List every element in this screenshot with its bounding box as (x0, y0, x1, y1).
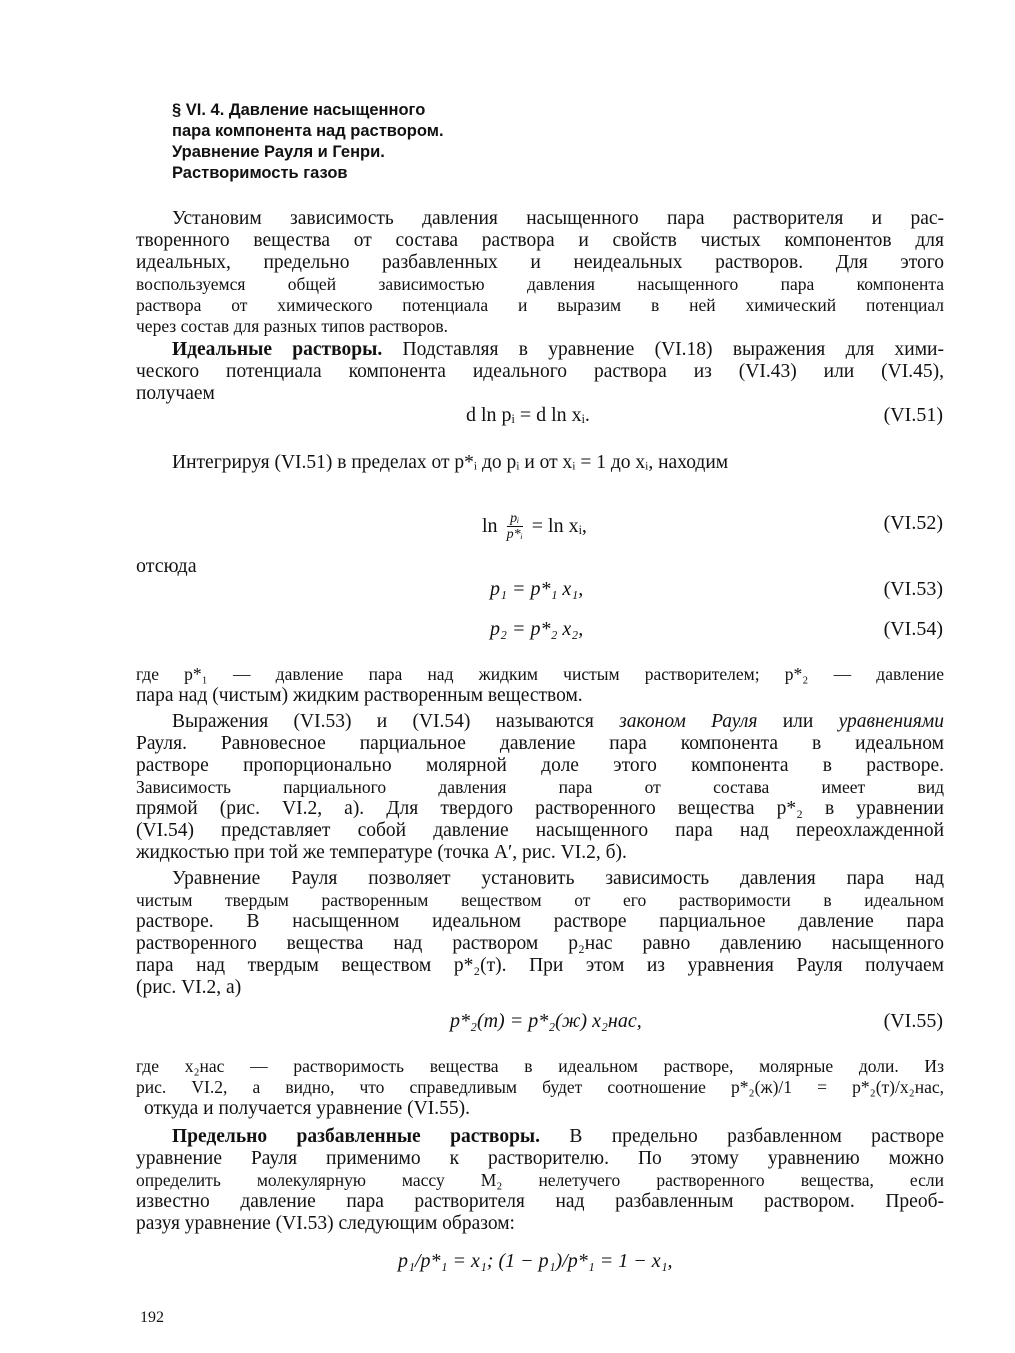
text-line: рис. VI.2, а видно, что справедливым будет соотношение p*₂(ж)/1 = p*₂(т)/x₂нас, (136, 1077, 944, 1097)
text-line: Интегрируя (VI.51) в пределах от p*ᵢ до pᵢ и от xᵢ = 1 до xᵢ, находим (172, 452, 729, 473)
text-line (136, 1126, 944, 1148)
text-line: получаем (136, 383, 215, 404)
ideal-title: Идеальные растворы. (172, 339, 383, 360)
text-line: (VI.54) представляет собой давление насыщенного пара над переохлажденной (136, 820, 944, 841)
text-line: ческого потенциала компонента идеального раствора из (VI.43) или (VI.45), (136, 361, 944, 382)
text-line: известно давление пара растворителя над разбавленным раствором. Преоб- (136, 1191, 944, 1212)
text-line (136, 711, 944, 733)
equation-rhs: = ln xᵢ, (531, 515, 587, 538)
text-line: воспользуемся общей зависимостью давления насыщенного пара компонента (136, 274, 944, 294)
where2-paragraph (136, 1056, 944, 1120)
fraction-numerator: pᵢ (510, 511, 520, 526)
dilute-text: В предельно разбавленном растворе (540, 1126, 944, 1147)
ideal-paragraph (136, 339, 944, 405)
equation-last: p₁/p*₁ = x₁; (1 − p₁)/p*₁ = 1 − x₁, (398, 1250, 673, 1272)
text-line (136, 339, 944, 361)
text-line: через состав для разных типов растворов. (136, 316, 449, 336)
text-line: определить молекулярную массу M₂ нелетучего растворенного вещества, если (136, 1170, 944, 1190)
text-line: Рауля. Равновесное парциальное давление пара компонента в идеальном (136, 733, 944, 754)
text-line: растворе. В насыщенном идеальном растворе парциальное давление пара (136, 911, 944, 932)
text-line: чистым твердым растворенным веществом от его растворимости в идеальном (136, 890, 944, 910)
text-line: где p*₁ — давление пара над жидким чистым растворителем; p*₂ — давление (136, 664, 944, 684)
equation-number: (VI.55) (883, 1010, 943, 1032)
text-line: раствора от химического потенциала и выразим в ней химический потенциал (136, 295, 944, 315)
intro-paragraph (136, 208, 944, 337)
fraction-denominator: p*ᵢ (506, 527, 523, 542)
dilute-paragraph (136, 1126, 944, 1235)
text-line: уравнение Рауля применимо к растворителю. По этому уравнению можно (136, 1148, 944, 1169)
saturation-paragraph (136, 868, 944, 999)
equation-number: (VI.53) (883, 578, 943, 600)
text-line: Зависимость парциального давления пара от состава имеет вид (136, 777, 944, 797)
term-raoult-equations: уравнениями (838, 711, 944, 732)
text-line: жидкостью при той же температуре (точка A′, рис. VI.2, б). (136, 842, 627, 863)
equation-number: (VI.51) (883, 404, 943, 426)
text-line: пара над (чистым) жидким растворенным веществом. (136, 685, 583, 706)
text-line: (рис. VI.2, а) (136, 977, 242, 998)
page-number: 192 (140, 1309, 164, 1326)
text-fragment: Выражения (VI.53) и (VI.54) называются (172, 711, 620, 732)
section-heading (172, 100, 732, 184)
heading-line: пара компонента над раствором. (172, 122, 444, 140)
fraction (507, 512, 523, 543)
equation-number: (VI.54) (883, 618, 943, 640)
ideal-text: Подставляя в уравнение (VI.18) выражения для хими- (382, 339, 944, 360)
term-raoult-law: законом Рауля (619, 711, 758, 732)
equation-51: d ln pᵢ = d ln xᵢ. (466, 404, 590, 426)
heading-line: Растворимость газов (172, 164, 348, 182)
integration-line (136, 452, 944, 474)
ln-symbol: ln (482, 515, 498, 538)
text-line: пара над твердым веществом p*₂(т). При этом из уравнения Рауля получаем (136, 955, 944, 976)
otsyuda-label: отсюда (136, 555, 197, 577)
heading-line: § VI. 4. Давление насыщенного (172, 101, 426, 119)
raoult-paragraph (136, 711, 944, 864)
text-line: растворе пропорционально молярной доле этого компонента в растворе. (136, 755, 944, 776)
text-line: разуя уравнение (VI.53) следующим образом: (136, 1213, 515, 1234)
equation-52 (482, 512, 587, 543)
text-line: Уравнение Рауля позволяет установить зависимость давления пара над (172, 868, 944, 889)
text-line: творенного вещества от состава раствора и свойств чистых компонентов для (136, 230, 944, 251)
text-fragment: или (757, 711, 839, 732)
equation-54: p₂ = p*₂ x₂, (490, 618, 584, 640)
text-line: растворенного вещества над раствором p₂нас равно давлению насыщенного (136, 933, 944, 954)
equation-53: p₁ = p*₁ x₁, (490, 578, 584, 600)
text-line: прямой (рис. VI.2, а). Для твердого растворенного вещества p*₂ в уравнении (136, 798, 944, 819)
text-line: Установим зависимость давления насыщенного пара растворителя и рас- (172, 208, 944, 229)
text-line: где x₂нас — растворимость вещества в идеальном растворе, молярные доли. Из (136, 1056, 944, 1076)
text-line: откуда и получается уравнение (VI.55). (144, 1098, 470, 1119)
where-paragraph (136, 664, 944, 707)
heading-line: Уравнение Рауля и Генри. (172, 143, 385, 161)
equation-55: p*₂(т) = p*₂(ж) x₂нас, (450, 1010, 642, 1032)
equation-number: (VI.52) (883, 512, 943, 534)
dilute-title: Предельно разбавленные растворы. (172, 1126, 541, 1147)
text-line: идеальных, предельно разбавленных и неидеальных растворов. Для этого (136, 252, 944, 273)
